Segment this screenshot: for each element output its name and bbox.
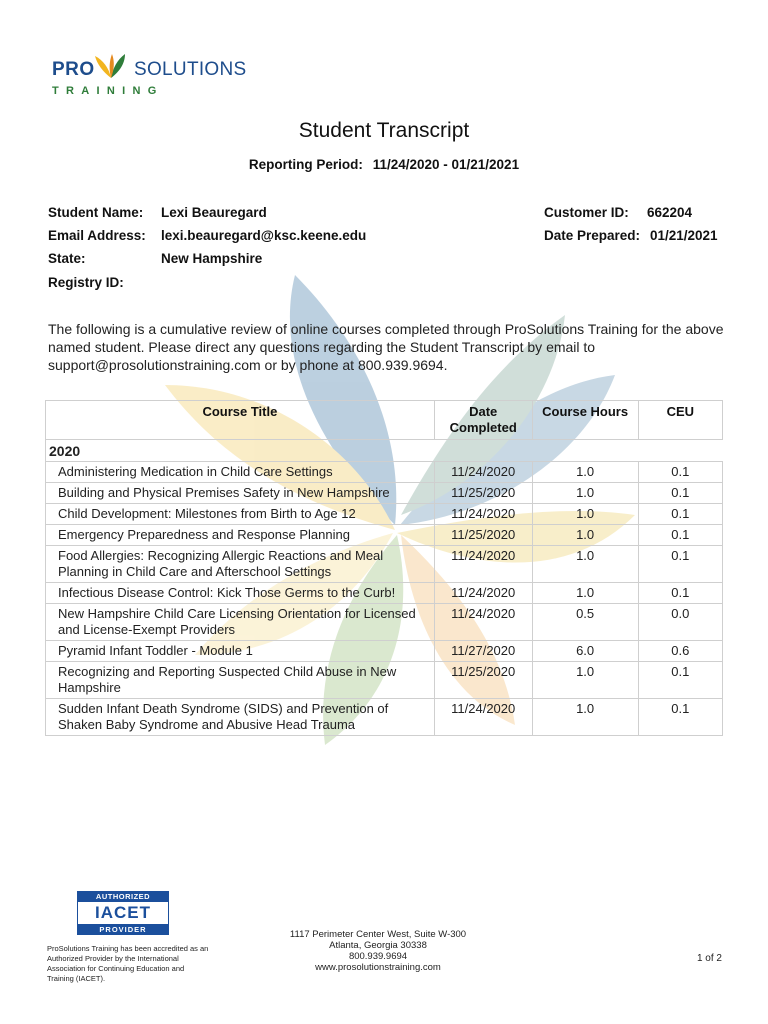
header-course-title: Course Title [46,401,435,440]
ceu-cell: 0.1 [638,583,722,604]
date-completed-cell: 11/24/2020 [434,462,532,483]
page-title: Student Transcript [298,119,470,142]
reporting-period-value: 11/24/2020 - 01/21/2021 [372,157,520,172]
logo-training-text: TRAINING [52,85,164,97]
course-hours-cell: 1.0 [532,699,638,736]
date-completed-cell: 11/25/2020 [434,483,532,504]
course-title-cell: Emergency Preparedness and Response Planning [46,525,435,546]
customer-id-label: Customer ID: [544,205,629,220]
date-completed-cell: 11/25/2020 [434,525,532,546]
date-prepared-label: Date Prepared: [544,228,641,243]
date-completed-cell: 11/24/2020 [434,583,532,604]
ceu-cell: 0.1 [638,525,722,546]
course-hours-cell: 1.0 [532,504,638,525]
course-title-cell: Infectious Disease Control: Kick Those Germs to the Curb! [46,583,435,604]
table-row [46,483,723,504]
footer-address [248,929,508,973]
table-row [46,525,723,546]
table-row [46,699,723,736]
state-label: State: [48,251,86,266]
course-title-cell: Child Development: Milestones from Birth to Age 12 [46,504,435,525]
course-title-cell: Building and Physical Premises Safety in New Hampshire [46,483,435,504]
table-header-row [46,401,723,440]
course-hours-cell: 1.0 [532,462,638,483]
date-completed-cell: 11/24/2020 [434,504,532,525]
ceu-cell: 0.1 [638,662,722,699]
table-row [46,462,723,483]
table-row [46,504,723,525]
course-title-cell: Pyramid Infant Toddler - Module 1 [46,641,435,662]
reporting-period [0,157,768,172]
date-completed-cell: 11/25/2020 [434,662,532,699]
course-title-cell: Administering Medication in Child Care Settings [46,462,435,483]
table-row [46,662,723,699]
state-value: New Hampshire [161,251,263,266]
course-title-cell: Food Allergies: Recognizing Allergic Reactions and Meal Planning in Child Care and Afterschool Settings [46,546,435,583]
course-hours-cell: 1.0 [532,525,638,546]
accreditation-text: ProSolutions Training has been accredited as an Authorized Provider by the International Association for Continuing Education and Training (IACET). [47,944,209,983]
ceu-cell: 0.1 [638,483,722,504]
registry-label: Registry ID: [48,275,124,290]
ceu-cell: 0.1 [638,546,722,583]
table-row [46,583,723,604]
date-completed-cell: 11/24/2020 [434,604,532,641]
year-row [46,440,723,462]
logo-solutions-text: SOLUTIONS [134,59,247,80]
page-number: 1 of 2 [696,953,722,964]
date-completed-cell: 11/27/2020 [434,641,532,662]
logo-leaf-icon [93,52,129,80]
ceu-cell: 0.1 [638,462,722,483]
website-link[interactable]: www.prosolutionstraining.com [315,962,441,973]
ceu-cell: 0.6 [638,641,722,662]
email-label: Email Address: [48,228,146,243]
course-title-cell: Recognizing and Reporting Suspected Child Abuse in New Hampshire [46,662,435,699]
intro-paragraph: The following is a cumulative review of online courses completed through ProSolutions Training for the above named student. Please direct any questions regarding the Student Transcript by email to support@prosolutionstraining.com or by phone at 800.939.9694. [48,321,724,373]
header-course-hours: Course Hours [532,401,638,440]
course-hours-cell: 1.0 [532,662,638,699]
reporting-period-label: Reporting Period: [248,157,363,172]
date-prepared-value: 01/21/2021 [650,228,718,243]
course-table [45,400,723,736]
phone-line: 800.939.9694 [348,951,408,962]
header-date-completed: Date Completed [434,401,532,440]
ceu-cell: 0.0 [638,604,722,641]
course-hours-cell: 0.5 [532,604,638,641]
logo-pro-text: PRO [52,59,95,80]
prosolutions-logo [52,50,252,100]
table-row [46,641,723,662]
email-value: lexi.beauregard@ksc.keene.edu [161,228,367,243]
ceu-cell: 0.1 [638,699,722,736]
address-line: 1117 Perimeter Center West, Suite W-300 [289,929,467,940]
customer-id-value: 662204 [647,205,693,220]
student-name-label: Student Name: [48,205,144,220]
course-title-cell: New Hampshire Child Care Licensing Orientation for Licensed and License-Exempt Providers [46,604,435,641]
date-completed-cell: 11/24/2020 [434,699,532,736]
course-title-cell: Sudden Infant Death Syndrome (SIDS) and Prevention of Shaken Baby Syndrome and Abusive Head Trauma [46,699,435,736]
header-ceu: CEU [638,401,722,440]
iacet-badge-mid: IACET [77,902,169,924]
iacet-badge-top: AUTHORIZED [77,891,169,902]
course-hours-cell: 6.0 [532,641,638,662]
date-completed-cell: 11/24/2020 [434,546,532,583]
iacet-badge-bot: PROVIDER [77,924,169,935]
iacet-badge [77,891,169,937]
course-hours-cell: 1.0 [532,583,638,604]
table-row [46,546,723,583]
student-name-value: Lexi Beauregard [161,205,267,220]
year-label: 2020 [46,440,723,462]
course-hours-cell: 1.0 [532,546,638,583]
ceu-cell: 0.1 [638,504,722,525]
address-line: Atlanta, Georgia 30338 [329,940,427,951]
course-hours-cell: 1.0 [532,483,638,504]
table-row [46,604,723,641]
